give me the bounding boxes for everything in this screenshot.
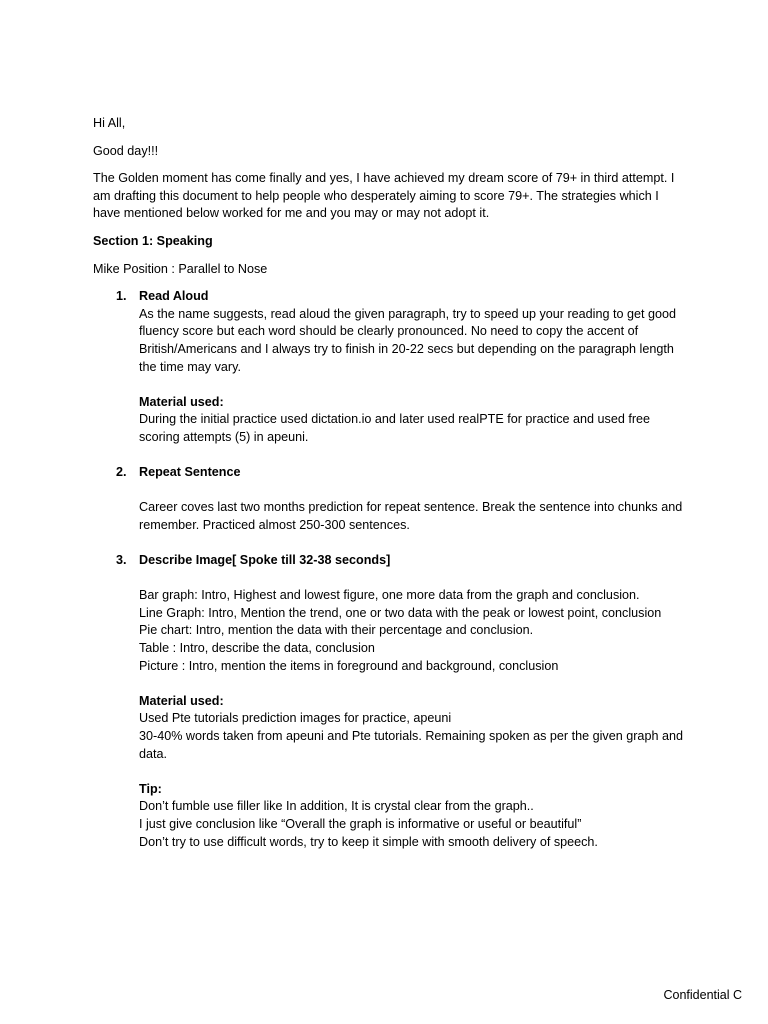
item-title: Read Aloud bbox=[139, 289, 209, 304]
tip-line: I just give conclusion like “Overall the graph is informative or useful or beautiful” bbox=[139, 816, 582, 831]
material-label: Material used: bbox=[139, 394, 224, 409]
tip-label: Tip: bbox=[139, 781, 162, 796]
item-title: Describe Image[ Spoke till 32-38 seconds] bbox=[139, 553, 391, 568]
list-item-describe-image bbox=[93, 552, 683, 851]
mike-position: Mike Position : Parallel to Nose bbox=[93, 261, 268, 276]
intro-paragraph: The Golden moment has come finally and yes, I have achieved my dream score of 79+ in third attempt. I am drafting this document to help people who desperately aiming to score 79+. The strategies which I have mentioned below worked for me and you may or may not adopt it. bbox=[93, 171, 675, 221]
document-page bbox=[93, 115, 683, 869]
describe-line: Pie chart: Intro, mention the data with their percentage and conclusion. bbox=[139, 623, 534, 638]
good-day-line: Good day!!! bbox=[93, 143, 159, 158]
material-label: Material used: bbox=[139, 693, 224, 708]
list-number: 3. bbox=[116, 553, 127, 568]
list-number: 1. bbox=[116, 289, 127, 304]
list-item-read-aloud bbox=[93, 288, 683, 446]
item-text: As the name suggests, read aloud the given paragraph, try to speed up your reading to get good fluency score but each word should be clearly pronounced. No need to copy the accent of British/Americans and I always try to finish in 20-22 secs but depending on the paragraph length the time may vary. bbox=[139, 306, 676, 374]
list-number: 2. bbox=[116, 465, 127, 480]
item-text: Career coves last two months prediction for repeat sentence. Break the sentence into chunks and remember. Practiced almost 250-300 sentences. bbox=[139, 500, 683, 532]
tip-line: Don’t try to use difficult words, try to keep it simple with smooth delivery of speech. bbox=[139, 834, 598, 849]
confidentiality-footer: Confidential C bbox=[663, 988, 742, 1003]
describe-line: Line Graph: Intro, Mention the trend, one or two data with the peak or lowest point, conclusion bbox=[139, 605, 662, 620]
describe-line: Table : Intro, describe the data, conclusion bbox=[139, 641, 375, 656]
material-text: During the initial practice used dictation.io and later used realPTE for practice and used free scoring attempts (5) in apeuni. bbox=[139, 412, 651, 444]
item-title: Repeat Sentence bbox=[139, 465, 241, 480]
list-item-repeat-sentence bbox=[93, 464, 683, 534]
describe-line: Bar graph: Intro, Highest and lowest figure, one more data from the graph and conclusion. bbox=[139, 588, 640, 603]
tip-line: Don’t fumble use filler like In addition, It is crystal clear from the graph.. bbox=[139, 799, 534, 814]
material-line: Used Pte tutorials prediction images for practice, apeuni bbox=[139, 711, 452, 726]
greeting: Hi All, bbox=[93, 116, 126, 130]
describe-line: Picture : Intro, mention the items in foreground and background, conclusion bbox=[139, 658, 559, 673]
material-line: 30-40% words taken from apeuni and Pte tutorials. Remaining spoken as per the given graph and data. bbox=[139, 729, 683, 761]
section-title: Section 1: Speaking bbox=[93, 233, 213, 248]
